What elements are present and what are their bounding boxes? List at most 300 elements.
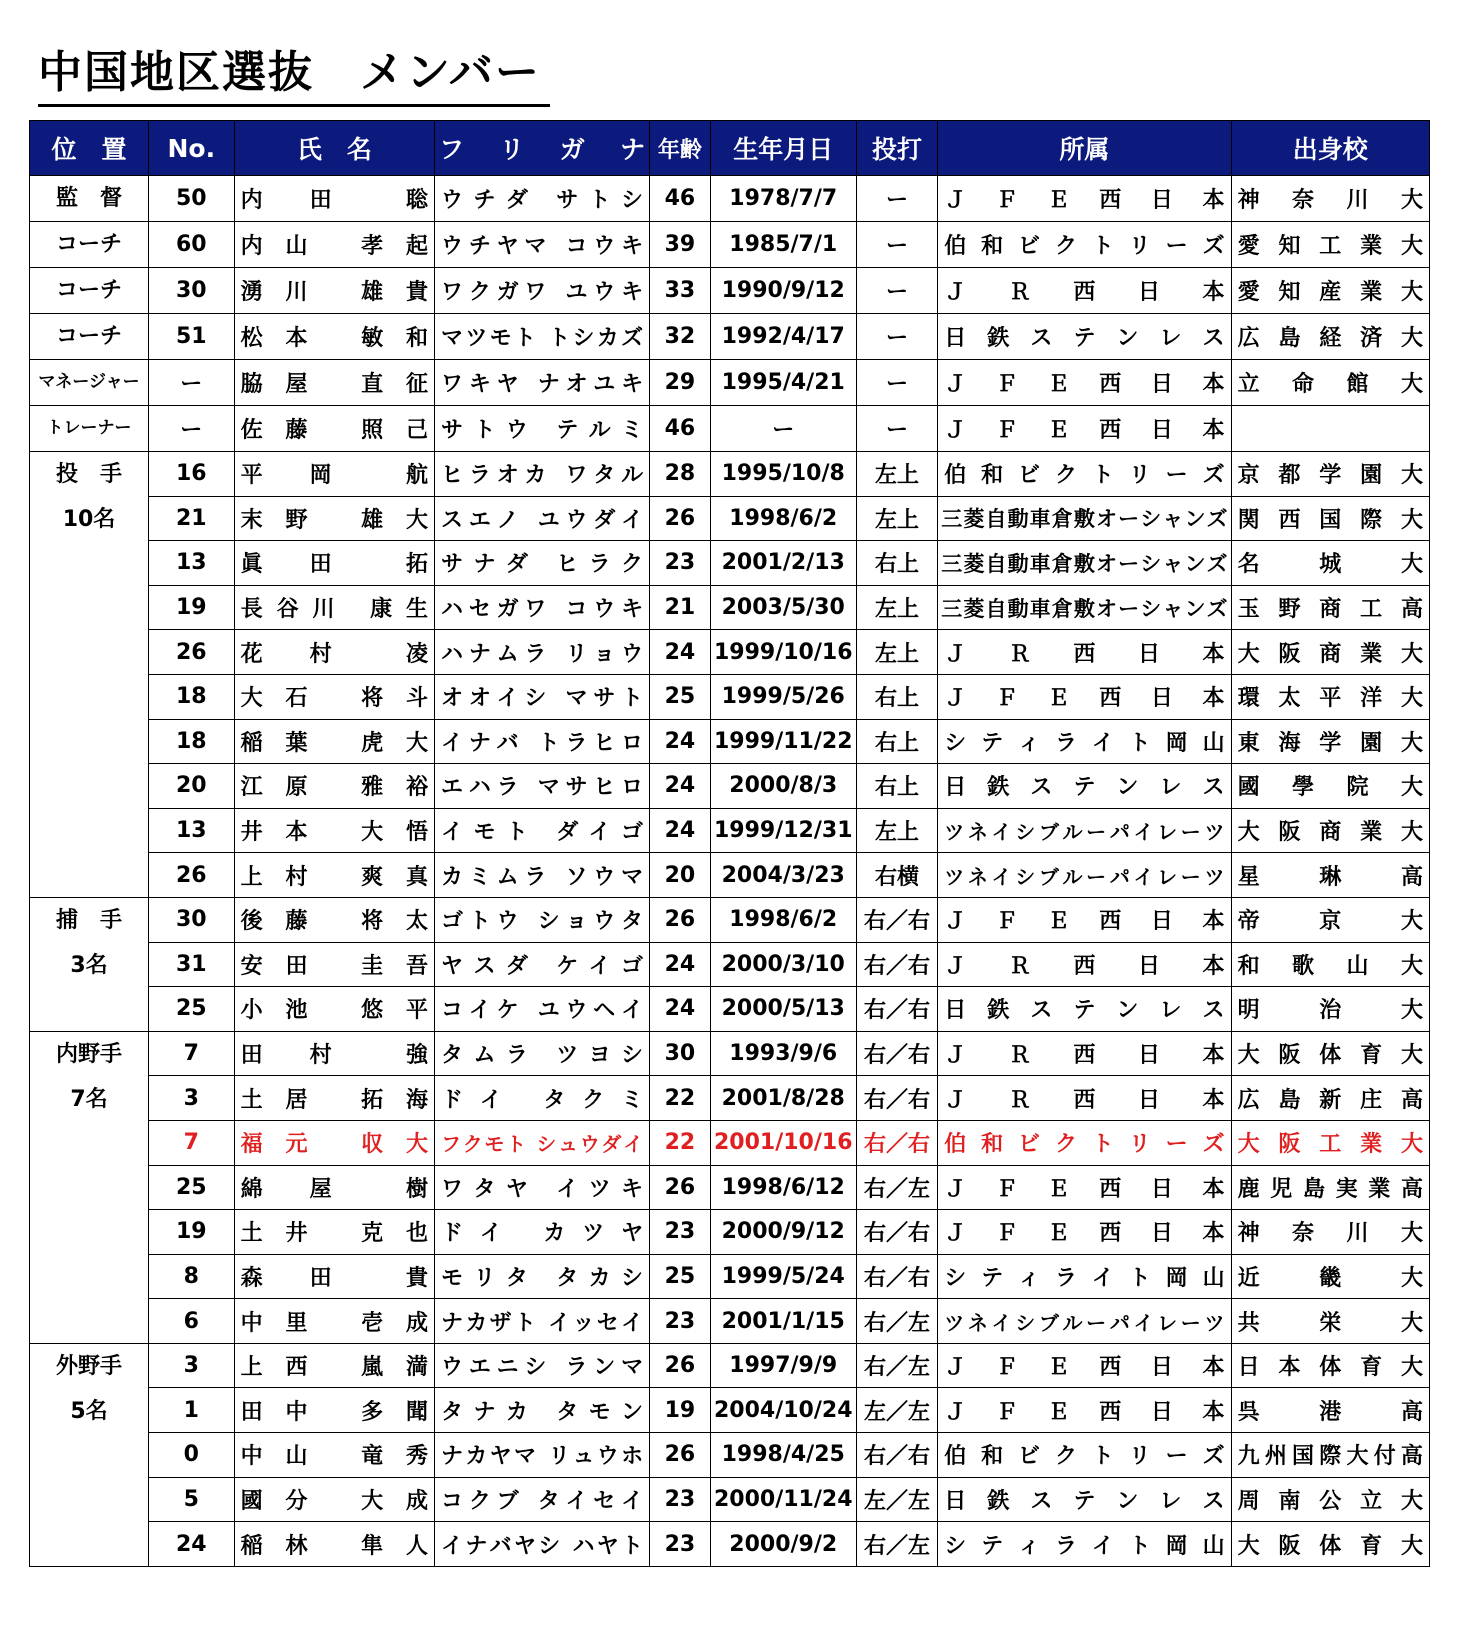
table-row <box>30 1477 1430 1522</box>
table-row <box>30 406 1430 452</box>
team-cell: Ｊ Ｆ Ｅ 西 日 本 <box>938 897 1231 942</box>
kana-cell: ハ セ ガ ワ コ ウ キ <box>435 585 650 630</box>
position-count: 3名 <box>70 952 108 978</box>
bats-cell: 左／左 <box>856 1477 937 1522</box>
kana-cell: ウ チ ダ サ ト シ <box>435 176 650 222</box>
name-cell: 脇 屋 直 征 <box>234 360 434 406</box>
school-cell: 和 歌 山 大 <box>1231 942 1429 987</box>
table-row <box>30 541 1430 586</box>
birth-cell: 1985/7/1 <box>710 222 856 268</box>
school-cell: 周 南 公 立 大 <box>1231 1477 1429 1522</box>
team-cell: 日 鉄 ス テ ン レ ス <box>938 764 1231 809</box>
table-row <box>30 360 1430 406</box>
number-cell: 26 <box>149 630 235 675</box>
birth-cell: 1999/5/26 <box>710 674 856 719</box>
col-kana-text: フ リ ガ ナ <box>439 135 646 164</box>
number-cell: 7 <box>149 1031 235 1076</box>
age-cell: 29 <box>650 360 711 406</box>
birth-cell: 1999/11/22 <box>710 719 856 764</box>
birth-cell: 2001/2/13 <box>710 541 856 586</box>
name-cell: 井 本 大 悟 <box>234 808 434 853</box>
table-row <box>30 987 1430 1032</box>
header-row <box>30 121 1430 176</box>
name-cell: 上 村 爽 真 <box>234 853 434 898</box>
team-cell: 三 菱 自 動 車 倉 敷 オ ー シ ャ ン ズ <box>938 585 1231 630</box>
name-cell: 稲 葉 虎 大 <box>234 719 434 764</box>
kana-cell: ス エ ノ ユ ウ ダ イ <box>435 496 650 541</box>
age-cell: 22 <box>650 1120 711 1165</box>
table-row <box>30 808 1430 853</box>
kana-cell: コ イ ケ ユ ウ ヘ イ <box>435 987 650 1032</box>
bats-cell: 右／右 <box>856 987 937 1032</box>
birth-cell: 1995/4/21 <box>710 360 856 406</box>
table-row <box>30 1522 1430 1567</box>
number-cell: 21 <box>149 496 235 541</box>
number-cell: 25 <box>149 987 235 1032</box>
bats-cell: ー <box>856 176 937 222</box>
school-cell <box>1231 406 1429 452</box>
team-cell: ツ ネ イ シ ブ ル ー パ イ レ ー ツ <box>938 853 1231 898</box>
team-cell: Ｊ Ｆ Ｅ 西 日 本 <box>938 674 1231 719</box>
age-cell: 24 <box>650 719 711 764</box>
table-row <box>30 1254 1430 1299</box>
table-row <box>30 897 1430 942</box>
school-cell: 東 海 学 園 大 <box>1231 719 1429 764</box>
school-cell: 鹿 児 島 実 業 高 <box>1231 1165 1429 1210</box>
birth-cell: 1995/10/8 <box>710 452 856 497</box>
number-cell: 8 <box>149 1254 235 1299</box>
table-row <box>30 176 1430 222</box>
team-cell: 伯 和 ビ ク ト リ ー ズ <box>938 222 1231 268</box>
school-cell: 明 治 大 <box>1231 987 1429 1032</box>
bats-cell: 右上 <box>856 719 937 764</box>
bats-cell: ー <box>856 406 937 452</box>
birth-cell: 2000/8/3 <box>710 764 856 809</box>
position-cell <box>30 1031 149 1343</box>
table-row <box>30 1076 1430 1121</box>
bats-cell: 左上 <box>856 585 937 630</box>
name-cell: 土 井 克 也 <box>234 1210 434 1255</box>
age-cell: 23 <box>650 1477 711 1522</box>
position-count: 5名 <box>70 1398 108 1424</box>
birth-cell: 2000/11/24 <box>710 1477 856 1522</box>
birth-cell: 2001/8/28 <box>710 1076 856 1121</box>
bats-cell: 右／右 <box>856 1031 937 1076</box>
age-cell: 23 <box>650 1299 711 1344</box>
age-cell: 24 <box>650 942 711 987</box>
position-count: 7名 <box>70 1086 108 1112</box>
name-cell: 小 池 悠 平 <box>234 987 434 1032</box>
school-cell: 大 阪 体 育 大 <box>1231 1031 1429 1076</box>
age-cell: 46 <box>650 406 711 452</box>
number-cell: 16 <box>149 452 235 497</box>
team-cell: 三 菱 自 動 車 倉 敷 オ ー シ ャ ン ズ <box>938 496 1231 541</box>
table-row <box>30 268 1430 314</box>
number-cell: 19 <box>149 1210 235 1255</box>
kana-cell: ハ ナ ム ラ リ ョ ウ <box>435 630 650 675</box>
name-cell: 長 谷 川 康 生 <box>234 585 434 630</box>
position-cell <box>30 268 149 314</box>
table-row <box>30 314 1430 360</box>
age-cell: 26 <box>650 1165 711 1210</box>
birth-cell: 1999/5/24 <box>710 1254 856 1299</box>
number-cell: 24 <box>149 1522 235 1567</box>
team-cell: Ｊ Ｆ Ｅ 西 日 本 <box>938 360 1231 406</box>
table-row <box>30 1388 1430 1433</box>
name-cell: 眞 田 拓 <box>234 541 434 586</box>
birth-cell: 1998/6/12 <box>710 1165 856 1210</box>
position-label: マネージャー <box>38 372 140 392</box>
number-cell: 51 <box>149 314 235 360</box>
number-cell: 6 <box>149 1299 235 1344</box>
school-cell: 神 奈 川 大 <box>1231 1210 1429 1255</box>
kana-cell: コ ク ブ タ イ セ イ <box>435 1477 650 1522</box>
team-cell: 三 菱 自 動 車 倉 敷 オ ー シ ャ ン ズ <box>938 541 1231 586</box>
kana-cell: サ ナ ダ ヒ ラ ク <box>435 541 650 586</box>
age-cell: 26 <box>650 897 711 942</box>
position-cell <box>30 360 149 406</box>
birth-cell: 1993/9/6 <box>710 1031 856 1076</box>
name-cell: 上 西 嵐 満 <box>234 1343 434 1388</box>
table-row <box>30 764 1430 809</box>
position-cell <box>30 314 149 360</box>
col-name: 氏 名 <box>234 121 434 176</box>
team-cell: ツ ネ イ シ ブ ル ー パ イ レ ー ツ <box>938 1299 1231 1344</box>
kana-cell: ナ カ ザ ト イ ッ セ イ <box>435 1299 650 1344</box>
birth-cell: 1990/9/12 <box>710 268 856 314</box>
name-cell: 松 本 敏 和 <box>234 314 434 360</box>
kana-cell: モ リ タ タ カ シ <box>435 1254 650 1299</box>
bats-cell: ー <box>856 360 937 406</box>
kana-cell: ワ ク ガ ワ ユ ウ キ <box>435 268 650 314</box>
number-cell: 19 <box>149 585 235 630</box>
school-cell: 愛 知 産 業 大 <box>1231 268 1429 314</box>
number-cell: ー <box>149 406 235 452</box>
position-cell <box>30 897 149 1031</box>
team-cell: Ｊ Ｆ Ｅ 西 日 本 <box>938 1210 1231 1255</box>
birth-cell: 2003/5/30 <box>710 585 856 630</box>
number-cell: 20 <box>149 764 235 809</box>
name-cell: 森 田 貴 <box>234 1254 434 1299</box>
bats-cell: ー <box>856 268 937 314</box>
position-cell <box>30 176 149 222</box>
age-cell: 22 <box>650 1076 711 1121</box>
birth-cell: 2000/9/12 <box>710 1210 856 1255</box>
age-cell: 25 <box>650 674 711 719</box>
position-label: トレーナー <box>46 418 132 438</box>
kana-cell: タ ム ラ ツ ヨ シ <box>435 1031 650 1076</box>
team-cell: Ｊ Ｒ 西 日 本 <box>938 268 1231 314</box>
team-cell: シ テ ィ ラ イ ト 岡 山 <box>938 719 1231 764</box>
bats-cell: 右／右 <box>856 897 937 942</box>
birth-cell: 2001/1/15 <box>710 1299 856 1344</box>
birth-cell: 1978/7/7 <box>710 176 856 222</box>
position-cell <box>30 452 149 898</box>
col-team: 所属 <box>938 121 1231 176</box>
number-cell: 31 <box>149 942 235 987</box>
kana-cell: フ ク モ ト シ ュ ウ ダ イ <box>435 1120 650 1165</box>
team-cell: Ｊ Ｆ Ｅ 西 日 本 <box>938 1388 1231 1433</box>
birth-cell: 2000/9/2 <box>710 1522 856 1567</box>
age-cell: 23 <box>650 1210 711 1255</box>
school-cell: 國 學 院 大 <box>1231 764 1429 809</box>
team-cell: 日 鉄 ス テ ン レ ス <box>938 1477 1231 1522</box>
table-row <box>30 1165 1430 1210</box>
birth-cell: 1992/4/17 <box>710 314 856 360</box>
number-cell: 13 <box>149 541 235 586</box>
col-position: 位 置 <box>30 121 149 176</box>
birth-cell: 2004/3/23 <box>710 853 856 898</box>
kana-cell: イ ナ バ ト ラ ヒ ロ <box>435 719 650 764</box>
team-cell: 伯 和 ビ ク ト リ ー ズ <box>938 1120 1231 1165</box>
bats-cell: 右／右 <box>856 1210 937 1255</box>
age-cell: 26 <box>650 496 711 541</box>
kana-cell: ヤ ス ダ ケ イ ゴ <box>435 942 650 987</box>
school-cell: 大 阪 商 業 大 <box>1231 630 1429 675</box>
kana-cell: カ ミ ム ラ ソ ウ マ <box>435 853 650 898</box>
kana-cell: ゴ ト ウ シ ョ ウ タ <box>435 897 650 942</box>
number-cell: 1 <box>149 1388 235 1433</box>
bats-cell: 右横 <box>856 853 937 898</box>
position-label: 捕 手 <box>56 907 123 933</box>
kana-cell: エ ハ ラ マ サ ヒ ロ <box>435 764 650 809</box>
position-count: 10名 <box>62 507 116 532</box>
table-row <box>30 585 1430 630</box>
birth-cell: 2001/10/16 <box>710 1120 856 1165</box>
kana-cell: ナ カ ヤ マ リ ュ ウ ホ <box>435 1433 650 1478</box>
school-cell: 近 畿 大 <box>1231 1254 1429 1299</box>
table-row <box>30 630 1430 675</box>
number-cell: ー <box>149 360 235 406</box>
birth-cell: 1997/9/9 <box>710 1343 856 1388</box>
col-bats: 投打 <box>856 121 937 176</box>
number-cell: 18 <box>149 674 235 719</box>
name-cell: 花 村 凌 <box>234 630 434 675</box>
bats-cell: 右上 <box>856 541 937 586</box>
table-row <box>30 1343 1430 1388</box>
age-cell: 32 <box>650 314 711 360</box>
bats-cell: 左上 <box>856 630 937 675</box>
name-cell: 綿 屋 樹 <box>234 1165 434 1210</box>
number-cell: 30 <box>149 268 235 314</box>
team-cell: シ テ ィ ラ イ ト 岡 山 <box>938 1522 1231 1567</box>
school-cell: 星 琳 高 <box>1231 853 1429 898</box>
bats-cell: 右上 <box>856 674 937 719</box>
name-cell: 土 居 拓 海 <box>234 1076 434 1121</box>
name-cell: 後 藤 将 太 <box>234 897 434 942</box>
birth-cell: 2000/5/13 <box>710 987 856 1032</box>
position-label: 監 督 <box>56 186 123 211</box>
number-cell: 3 <box>149 1076 235 1121</box>
age-cell: 21 <box>650 585 711 630</box>
school-cell: 愛 知 工 業 大 <box>1231 222 1429 268</box>
kana-cell: ヒ ラ オ カ ワ タ ル <box>435 452 650 497</box>
col-birth: 生年月日 <box>710 121 856 176</box>
team-cell: Ｊ Ｆ Ｅ 西 日 本 <box>938 1165 1231 1210</box>
table-row <box>30 1031 1430 1076</box>
bats-cell: 右／右 <box>856 1120 937 1165</box>
kana-cell: ワ キ ヤ ナ オ ユ キ <box>435 360 650 406</box>
bats-cell: 右／右 <box>856 1254 937 1299</box>
position-label: コーチ <box>56 232 123 257</box>
team-cell: 日 鉄 ス テ ン レ ス <box>938 987 1231 1032</box>
number-cell: 18 <box>149 719 235 764</box>
number-cell: 3 <box>149 1343 235 1388</box>
school-cell: 京 都 学 園 大 <box>1231 452 1429 497</box>
table-row <box>30 719 1430 764</box>
bats-cell: 左／左 <box>856 1388 937 1433</box>
birth-cell: 2000/3/10 <box>710 942 856 987</box>
bats-cell: 右上 <box>856 764 937 809</box>
position-label: コーチ <box>56 324 123 349</box>
team-cell: Ｊ Ｒ 西 日 本 <box>938 630 1231 675</box>
number-cell: 5 <box>149 1477 235 1522</box>
position-cell <box>30 1343 149 1566</box>
school-cell: 玉 野 商 工 高 <box>1231 585 1429 630</box>
age-cell: 24 <box>650 808 711 853</box>
school-cell: 呉 港 高 <box>1231 1388 1429 1433</box>
bats-cell: ー <box>856 314 937 360</box>
col-school: 出身校 <box>1231 121 1429 176</box>
team-cell: Ｊ Ｒ 西 日 本 <box>938 1031 1231 1076</box>
name-cell: 佐 藤 照 己 <box>234 406 434 452</box>
name-cell: 安 田 圭 吾 <box>234 942 434 987</box>
school-cell: 関 西 国 際 大 <box>1231 496 1429 541</box>
kana-cell: ウ チ ヤ マ コ ウ キ <box>435 222 650 268</box>
name-cell: 田 村 強 <box>234 1031 434 1076</box>
name-cell: 大 石 将 斗 <box>234 674 434 719</box>
col-kana <box>435 121 650 176</box>
name-cell: 湧 川 雄 貴 <box>234 268 434 314</box>
page-title: 中国地区選抜 メンバー <box>38 42 550 107</box>
team-cell: Ｊ Ｒ 西 日 本 <box>938 942 1231 987</box>
name-cell: 江 原 雅 裕 <box>234 764 434 809</box>
age-cell: 24 <box>650 630 711 675</box>
team-cell: 伯 和 ビ ク ト リ ー ズ <box>938 452 1231 497</box>
age-cell: 20 <box>650 853 711 898</box>
position-cell <box>30 406 149 452</box>
bats-cell: ー <box>856 222 937 268</box>
bats-cell: 右／左 <box>856 1522 937 1567</box>
birth-cell: ー <box>710 406 856 452</box>
bats-cell: 右／左 <box>856 1299 937 1344</box>
age-cell: 25 <box>650 1254 711 1299</box>
name-cell: 内 田 聡 <box>234 176 434 222</box>
kana-cell: イ ナ バ ヤ シ ハ ヤ ト <box>435 1522 650 1567</box>
number-cell: 0 <box>149 1433 235 1478</box>
age-cell: 23 <box>650 1522 711 1567</box>
roster-body <box>30 176 1430 1567</box>
age-cell: 33 <box>650 268 711 314</box>
school-cell: 共 栄 大 <box>1231 1299 1429 1344</box>
table-row <box>30 1120 1430 1165</box>
number-cell: 25 <box>149 1165 235 1210</box>
position-label: コーチ <box>56 278 123 303</box>
age-cell: 23 <box>650 541 711 586</box>
name-cell: 平 岡 航 <box>234 452 434 497</box>
age-cell: 30 <box>650 1031 711 1076</box>
position-label: 投 手 <box>56 462 123 487</box>
number-cell: 13 <box>149 808 235 853</box>
position-cell <box>30 222 149 268</box>
school-cell: 名 城 大 <box>1231 541 1429 586</box>
school-cell: 環 太 平 洋 大 <box>1231 674 1429 719</box>
age-cell: 26 <box>650 1433 711 1478</box>
team-cell: Ｊ Ｆ Ｅ 西 日 本 <box>938 176 1231 222</box>
school-cell: 広 島 経 済 大 <box>1231 314 1429 360</box>
table-row <box>30 1299 1430 1344</box>
age-cell: 26 <box>650 1343 711 1388</box>
bats-cell: 右／右 <box>856 1433 937 1478</box>
bats-cell: 右／右 <box>856 942 937 987</box>
team-cell: Ｊ Ｒ 西 日 本 <box>938 1076 1231 1121</box>
school-cell: 大 阪 体 育 大 <box>1231 1522 1429 1567</box>
kana-cell: ド イ カ ツ ヤ <box>435 1210 650 1255</box>
team-cell: 日 鉄 ス テ ン レ ス <box>938 314 1231 360</box>
team-cell: Ｊ Ｆ Ｅ 西 日 本 <box>938 1343 1231 1388</box>
kana-cell: ド イ タ ク ミ <box>435 1076 650 1121</box>
school-cell: 大 阪 商 業 大 <box>1231 808 1429 853</box>
table-row <box>30 452 1430 497</box>
table-row <box>30 222 1430 268</box>
name-cell: 中 里 壱 成 <box>234 1299 434 1344</box>
school-cell: 日 本 体 育 大 <box>1231 1343 1429 1388</box>
school-cell: 帝 京 大 <box>1231 897 1429 942</box>
table-row <box>30 1433 1430 1478</box>
birth-cell: 1998/6/2 <box>710 897 856 942</box>
number-cell: 30 <box>149 897 235 942</box>
kana-cell: ワ タ ヤ イ ツ キ <box>435 1165 650 1210</box>
age-cell: 24 <box>650 987 711 1032</box>
school-cell: 大 阪 工 業 大 <box>1231 1120 1429 1165</box>
bats-cell: 左上 <box>856 452 937 497</box>
kana-cell: イ モ ト ダ イ ゴ <box>435 808 650 853</box>
school-cell: 神 奈 川 大 <box>1231 176 1429 222</box>
birth-cell: 1998/6/2 <box>710 496 856 541</box>
bats-cell: 右／左 <box>856 1165 937 1210</box>
bats-cell: 左上 <box>856 496 937 541</box>
kana-cell: サ ト ウ テ ル ミ <box>435 406 650 452</box>
table-row <box>30 942 1430 987</box>
kana-cell: ウ エ ニ シ ラ ン マ <box>435 1343 650 1388</box>
kana-cell: タ ナ カ タ モ ン <box>435 1388 650 1433</box>
team-cell: Ｊ Ｆ Ｅ 西 日 本 <box>938 406 1231 452</box>
kana-cell: マ ツ モ ト ト シ カ ズ <box>435 314 650 360</box>
col-age: 年齢 <box>650 121 711 176</box>
age-cell: 39 <box>650 222 711 268</box>
position-label: 内野手 <box>56 1041 123 1067</box>
name-cell: 田 中 多 聞 <box>234 1388 434 1433</box>
bats-cell: 左上 <box>856 808 937 853</box>
birth-cell: 1998/4/25 <box>710 1433 856 1478</box>
school-cell: 立 命 館 大 <box>1231 360 1429 406</box>
team-cell: ツ ネ イ シ ブ ル ー パ イ レ ー ツ <box>938 808 1231 853</box>
school-cell: 広 島 新 庄 高 <box>1231 1076 1429 1121</box>
name-cell: 末 野 雄 大 <box>234 496 434 541</box>
school-cell: 九 州 国 際 大 付 高 <box>1231 1433 1429 1478</box>
name-cell: 内 山 孝 起 <box>234 222 434 268</box>
name-cell: 福 元 収 大 <box>234 1120 434 1165</box>
name-cell: 稲 林 隼 人 <box>234 1522 434 1567</box>
table-row <box>30 674 1430 719</box>
age-cell: 24 <box>650 764 711 809</box>
bats-cell: 右／右 <box>856 1076 937 1121</box>
position-label: 外野手 <box>56 1353 123 1379</box>
age-cell: 28 <box>650 452 711 497</box>
number-cell: 60 <box>149 222 235 268</box>
number-cell: 50 <box>149 176 235 222</box>
name-cell: 中 山 竜 秀 <box>234 1433 434 1478</box>
